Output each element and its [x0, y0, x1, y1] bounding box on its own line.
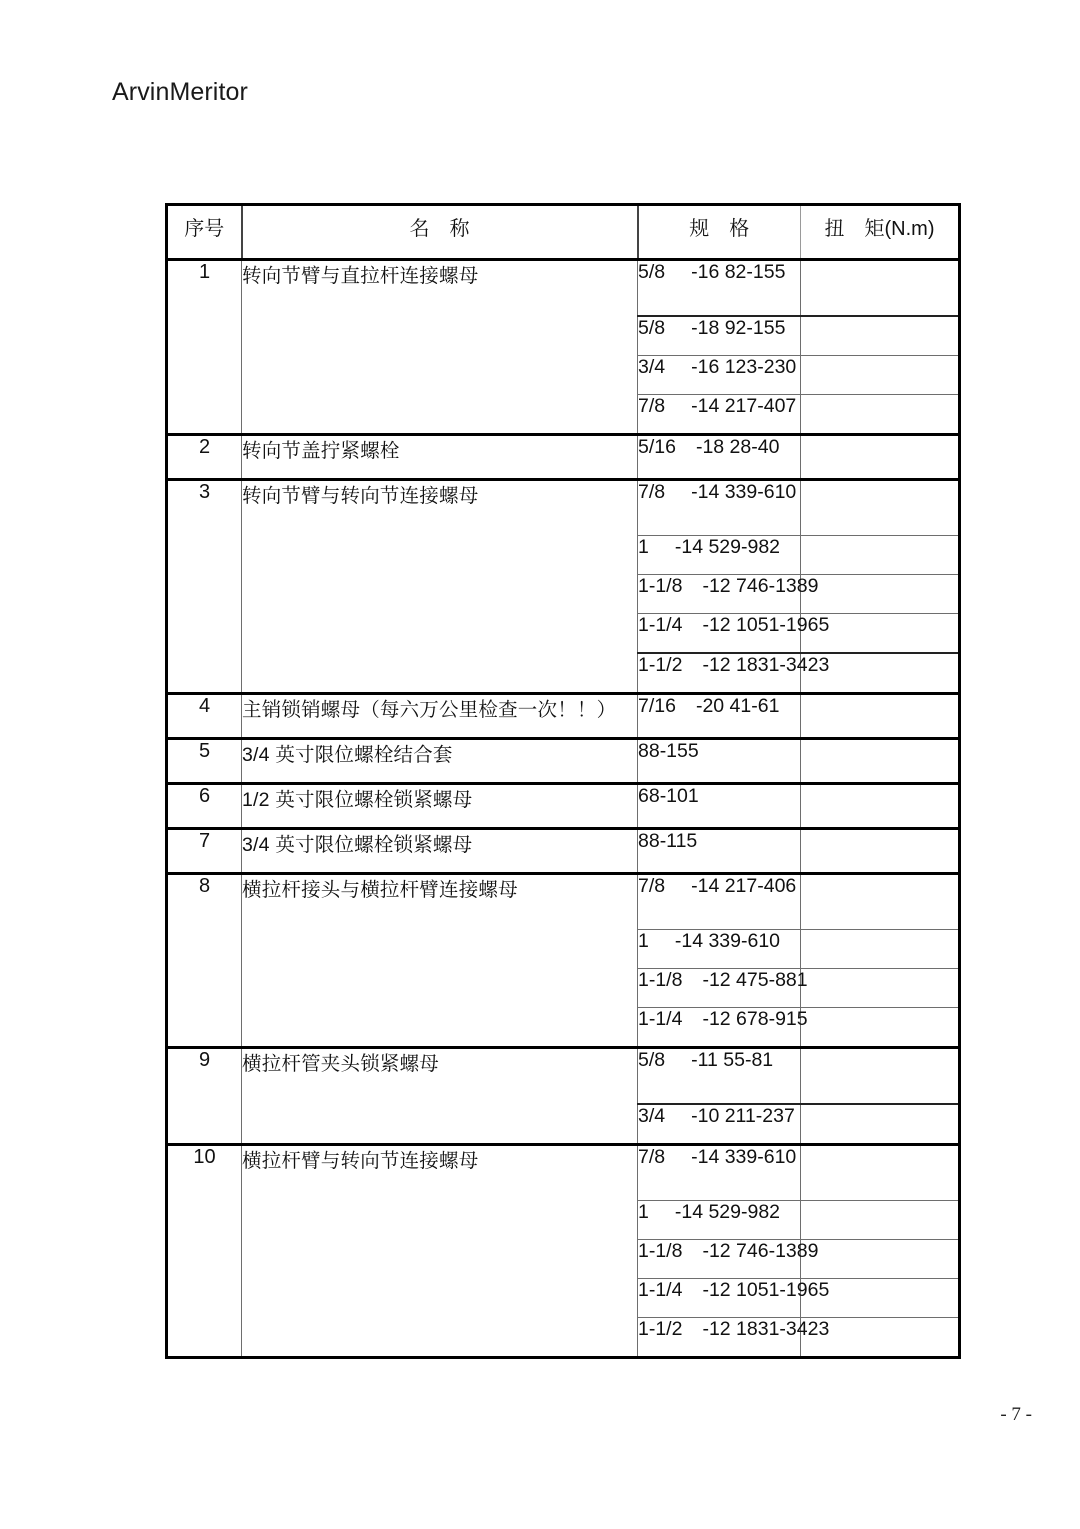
spec-gap [665, 1146, 691, 1169]
spec-gap [682, 654, 702, 677]
cell-spec [638, 260, 801, 317]
spec-gap [665, 1105, 691, 1128]
table-row [167, 784, 960, 829]
cell-spec [638, 874, 801, 930]
spec-gap [665, 356, 691, 379]
cell-torque [801, 694, 960, 739]
spec-gap [665, 875, 691, 898]
cell-item-name: 横拉杆接头与横拉杆臂连接螺母 [242, 874, 638, 1048]
cell-spec [638, 1201, 801, 1240]
cell-item-name: 3/4 英寸限位螺栓锁紧螺母 [242, 829, 638, 874]
spec-torque-value: -10 211-237 [691, 1105, 795, 1127]
spec-gap [682, 1318, 702, 1341]
column-header-torque: 扭 矩(N.m) [801, 205, 960, 260]
cell-item-name: 转向节臂与转向节连接螺母 [242, 480, 638, 694]
spec-gap [682, 614, 702, 637]
spec-thread-size: 1-1/4 [638, 1279, 683, 1301]
spec-thread-size: 3/4 [638, 1105, 666, 1127]
spec-thread-size: 7/8 [638, 1146, 666, 1168]
cell-spec [638, 829, 801, 874]
spec-torque-value: -18 92-155 [691, 317, 786, 339]
spec-gap [676, 436, 696, 459]
table-body [167, 260, 960, 1358]
cell-torque [801, 1240, 960, 1279]
cell-spec [638, 1048, 801, 1105]
spec-thread-size: 1 [638, 1201, 649, 1223]
spec-torque-value: -14 529-982 [674, 1201, 781, 1223]
spec-torque-value: -14 339-610 [691, 1146, 797, 1168]
spec-gap [649, 536, 675, 559]
cell-item-number: 6 [167, 784, 242, 829]
spec-thread-size: 1-1/8 [638, 1240, 683, 1262]
cell-spec [638, 435, 801, 480]
table-row [167, 874, 960, 930]
table-row [167, 480, 960, 536]
table-row [167, 1048, 960, 1105]
cell-spec [638, 1104, 801, 1145]
cell-torque [801, 930, 960, 969]
cell-spec [638, 969, 808, 1008]
cell-item-number: 1 [167, 260, 242, 435]
spec-thread-size: 1-1/2 [638, 654, 683, 676]
cell-torque [801, 784, 960, 829]
cell-item-number: 5 [167, 739, 242, 784]
table-row [167, 739, 960, 784]
spec-torque-value: -12 746-1389 [702, 1240, 819, 1262]
spec-thread-size: 7/16 [638, 695, 676, 717]
spec-torque-value: -14 217-407 [691, 395, 797, 417]
cell-item-name: 主销锁销螺母（每六万公里检查一次！！） [242, 694, 638, 739]
cell-spec [638, 653, 830, 694]
spec-gap [665, 481, 691, 504]
spec-thread-size: 7/8 [638, 875, 666, 897]
spec-thread-size: 3/4 [638, 356, 666, 378]
column-header-name: 名 称 [242, 205, 638, 260]
column-header-spec: 规 格 [638, 205, 801, 260]
table-row [167, 829, 960, 874]
spec-torque-value: -12 475-881 [702, 969, 808, 991]
spec-gap [665, 317, 691, 340]
spec-thread-size: 1-1/2 [638, 1318, 683, 1340]
cell-item-number: 8 [167, 874, 242, 1048]
spec-thread-size: 1-1/4 [638, 614, 683, 636]
spec-thread-size: 7/8 [638, 395, 666, 417]
cell-spec [638, 739, 801, 784]
cell-torque [801, 316, 960, 356]
spec-thread-size: 1-1/8 [638, 575, 683, 597]
cell-item-number: 2 [167, 435, 242, 480]
spec-torque-value: -14 529-982 [674, 536, 781, 558]
spec-thread-size: 5/16 [638, 436, 676, 458]
spec-gap [682, 575, 702, 598]
spec-torque-value: -14 217-406 [691, 875, 797, 897]
spec-torque-value: -12 1831-3423 [702, 1318, 830, 1340]
table-header-row [167, 205, 960, 260]
cell-torque [801, 1201, 960, 1240]
spec-torque-value: 88-115 [638, 830, 698, 852]
cell-spec [638, 1240, 819, 1279]
brand-title: ArvinMeritor [112, 78, 248, 106]
cell-spec [638, 1279, 830, 1318]
table-header [167, 205, 960, 260]
column-header-no: 序号 [167, 205, 242, 260]
spec-torque-value: -12 1051-1965 [702, 614, 830, 636]
cell-item-number: 3 [167, 480, 242, 694]
cell-spec [638, 1008, 808, 1048]
cell-torque [801, 969, 960, 1008]
spec-gap [665, 1049, 691, 1072]
cell-torque [801, 1048, 960, 1105]
cell-torque [801, 356, 960, 395]
cell-item-name: 转向节臂与直拉杆连接螺母 [242, 260, 638, 435]
cell-spec [638, 614, 830, 654]
cell-item-name: 横拉杆臂与转向节连接螺母 [242, 1145, 638, 1358]
cell-spec [638, 316, 801, 356]
cell-item-number: 4 [167, 694, 242, 739]
torque-spec-table [165, 203, 961, 1359]
spec-thread-size: 5/8 [638, 317, 666, 339]
cell-torque [801, 874, 960, 930]
cell-item-name: 横拉杆管夹头锁紧螺母 [242, 1048, 638, 1145]
spec-gap [665, 261, 691, 284]
spec-torque-value: -20 41-61 [695, 695, 780, 717]
cell-torque [801, 739, 960, 784]
spec-torque-value: -12 1051-1965 [702, 1279, 830, 1301]
cell-item-number: 7 [167, 829, 242, 874]
torque-spec-table-container [165, 203, 958, 1359]
cell-torque [801, 1008, 960, 1048]
cell-torque [801, 395, 960, 435]
spec-torque-value: -12 746-1389 [702, 575, 819, 597]
spec-thread-size: 1-1/8 [638, 969, 683, 991]
spec-thread-size: 1 [638, 930, 649, 952]
cell-item-number: 9 [167, 1048, 242, 1145]
cell-spec [638, 480, 801, 536]
cell-spec [638, 1145, 801, 1201]
spec-torque-value: 68-101 [638, 785, 699, 807]
spec-torque-value: -14 339-610 [674, 930, 781, 952]
spec-gap [665, 395, 691, 418]
cell-torque [801, 829, 960, 874]
cell-spec [638, 356, 801, 395]
spec-torque-value: -12 678-915 [702, 1008, 808, 1030]
spec-thread-size: 5/8 [638, 261, 666, 283]
cell-spec [638, 694, 801, 739]
spec-torque-value: 88-155 [638, 740, 699, 762]
spec-gap [649, 930, 675, 953]
spec-thread-size: 7/8 [638, 481, 666, 503]
spec-torque-value: -12 1831-3423 [702, 654, 830, 676]
page-number: - 7 - [1000, 1404, 1032, 1425]
table-row [167, 435, 960, 480]
cell-item-name: 转向节盖拧紧螺栓 [242, 435, 638, 480]
spec-gap [682, 1240, 702, 1263]
spec-thread-size: 5/8 [638, 1049, 666, 1071]
spec-gap [649, 1201, 675, 1224]
table-row [167, 1145, 960, 1201]
cell-spec [638, 395, 801, 435]
spec-gap [676, 695, 696, 718]
cell-item-name: 1/2 英寸限位螺栓锁紧螺母 [242, 784, 638, 829]
spec-torque-value: -11 55-81 [691, 1049, 774, 1071]
spec-gap [682, 1279, 702, 1302]
cell-spec [638, 1318, 830, 1358]
cell-spec [638, 930, 801, 969]
cell-item-number: 10 [167, 1145, 242, 1358]
spec-torque-value: -18 28-40 [695, 436, 780, 458]
spec-torque-value: -16 82-155 [691, 261, 786, 283]
spec-gap [682, 969, 702, 992]
spec-torque-value: -16 123-230 [691, 356, 797, 378]
spec-gap [682, 1008, 702, 1031]
spec-thread-size: 1-1/4 [638, 1008, 683, 1030]
cell-item-name: 3/4 英寸限位螺栓结合套 [242, 739, 638, 784]
table-row [167, 694, 960, 739]
cell-spec [638, 536, 801, 575]
cell-torque [801, 260, 960, 317]
cell-torque [801, 1145, 960, 1201]
cell-torque [801, 575, 960, 614]
spec-thread-size: 1 [638, 536, 649, 558]
cell-spec [638, 575, 819, 614]
cell-torque [801, 435, 960, 480]
cell-torque [801, 536, 960, 575]
cell-torque [801, 480, 960, 536]
cell-spec [638, 784, 801, 829]
cell-torque [801, 1104, 960, 1145]
spec-torque-value: -14 339-610 [691, 481, 797, 503]
table-row [167, 260, 960, 317]
